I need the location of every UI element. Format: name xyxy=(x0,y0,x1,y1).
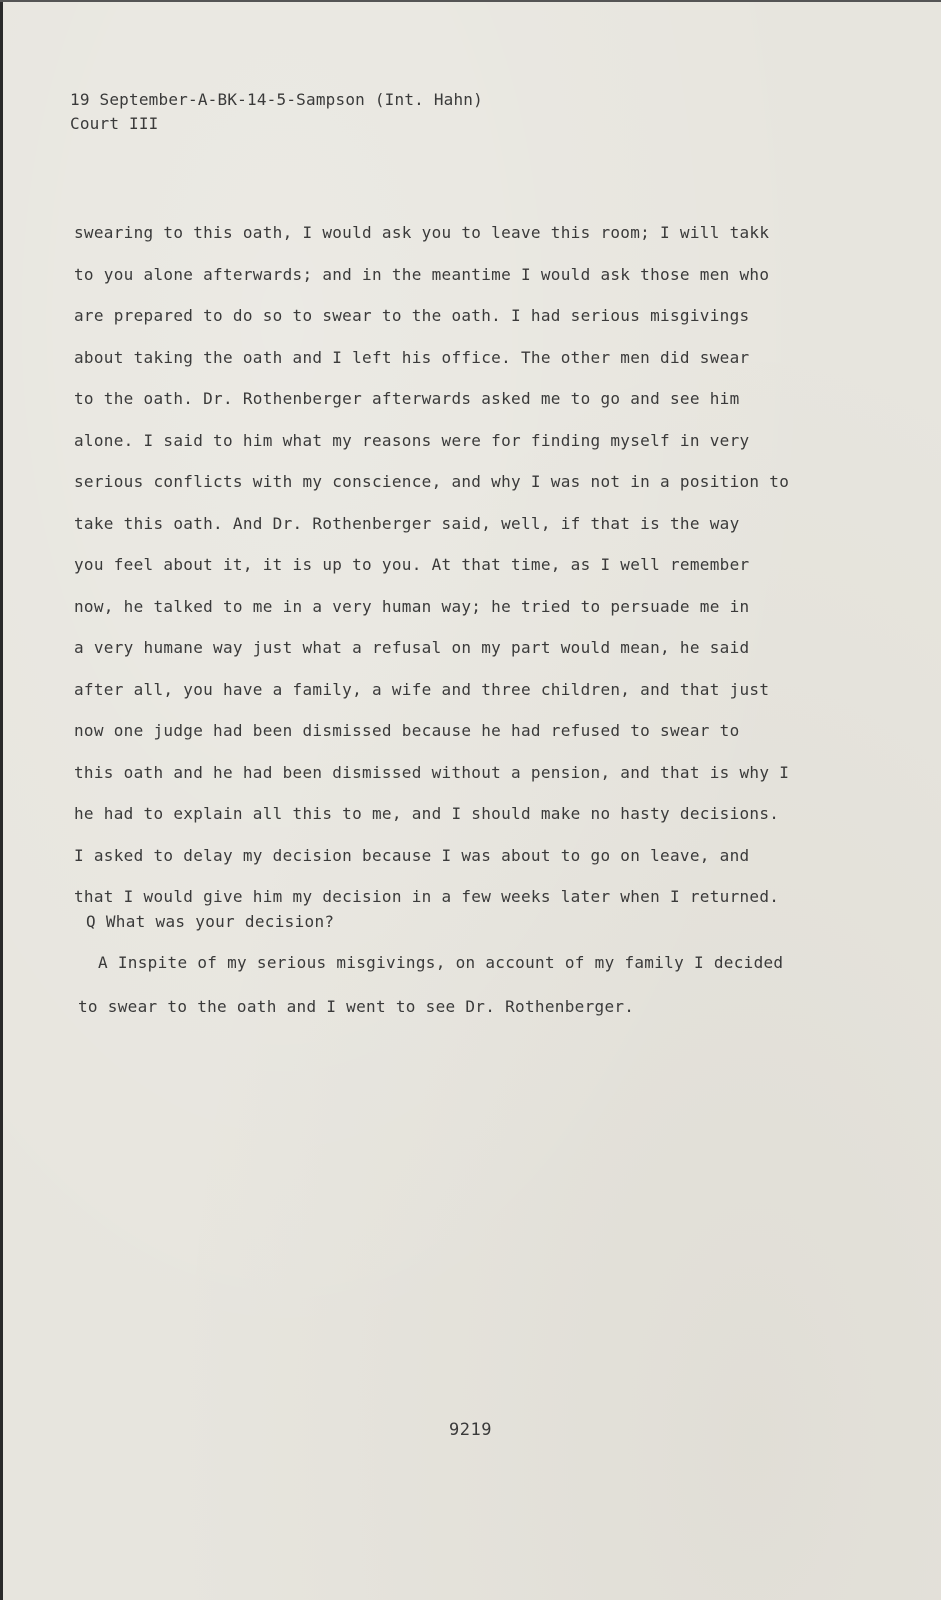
text-line: alone. I said to him what my reasons were for finding myself in very xyxy=(74,430,750,450)
answer-line: A Inspite of my serious misgivings, on account of my family I decided xyxy=(98,953,784,972)
text-line: are prepared to do so to swear to the oath. I had serious misgivings xyxy=(74,306,750,325)
text-line: I asked to delay my decision because I was about to go on leave, and xyxy=(74,845,750,865)
text-line: now one judge had been dismissed because he had refused to swear to xyxy=(74,721,740,740)
text-line: a very humane way just what a refusal on my part would mean, he said xyxy=(74,638,750,657)
header-court-line: Court III xyxy=(70,114,159,133)
page-number: 9219 xyxy=(449,1420,492,1440)
text-line: now, he talked to me in a very human way; he tried to persuade me in xyxy=(74,596,750,616)
text-line: after all, you have a family, a wife and three children, and that just xyxy=(74,679,770,699)
text-line: this oath and he had been dismissed without a pension, and that is why I xyxy=(74,762,790,782)
testimony-body xyxy=(74,212,844,918)
text-line: that I would give him my decision in a few weeks later when I returned. xyxy=(74,887,780,906)
document-header xyxy=(70,88,483,136)
text-line: serious conflicts with my conscience, and why I was not in a position to xyxy=(74,472,790,491)
question-line: Q What was your decision? xyxy=(86,912,335,931)
answer-line-continued: to swear to the oath and I went to see Dr. Rothenberger. xyxy=(78,997,635,1016)
text-line: you feel about it, it is up to you. At that time, as I well remember xyxy=(74,555,750,574)
text-line: swearing to this oath, I would ask you to leave this room; I will takk xyxy=(74,223,770,242)
text-line: to the oath. Dr. Rothenberger afterwards asked me to go and see him xyxy=(74,389,740,408)
page-edge-top xyxy=(0,0,941,2)
page-edge-left xyxy=(0,0,3,1600)
text-line: he had to explain all this to me, and I should make no hasty decisions. xyxy=(74,804,780,823)
header-session-line: 19 September-A-BK-14-5-Sampson (Int. Hahn) xyxy=(70,90,483,109)
text-line: to you alone afterwards; and in the meantime I would ask those men who xyxy=(74,264,770,284)
text-line: about taking the oath and I left his office. The other men did swear xyxy=(74,347,750,367)
text-line: take this oath. And Dr. Rothenberger said, well, if that is the way xyxy=(74,513,740,533)
